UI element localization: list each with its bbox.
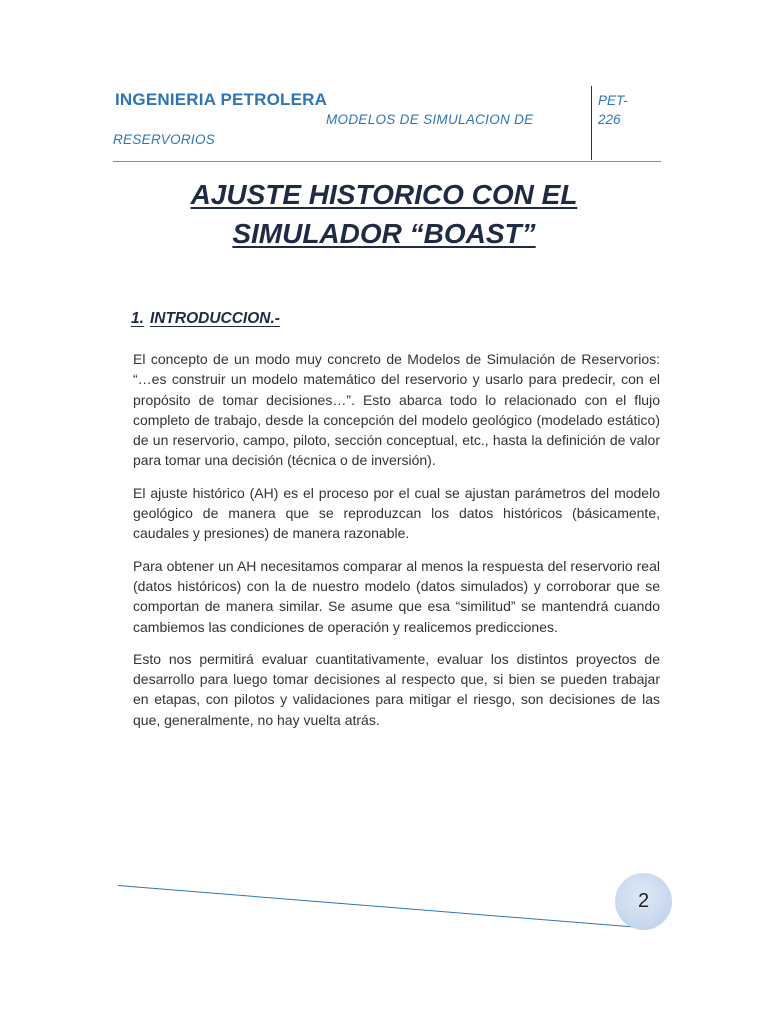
header-title: INGENIERIA PETROLERA bbox=[115, 90, 328, 109]
course-code-line1: PET- bbox=[598, 93, 628, 108]
course-code bbox=[598, 91, 638, 129]
page-number: 2 bbox=[637, 890, 650, 912]
section-heading-text: INTRODUCCION.- bbox=[149, 310, 280, 327]
paragraph: El ajuste histórico (AH) es el proceso por el cual se ajustan parámetros del modelo geológico de manera que se reproduzcan los datos históricos (básicamente, caudales y presiones) de manera razonable. bbox=[133, 484, 660, 542]
section-heading bbox=[131, 310, 280, 328]
footer-divider bbox=[118, 885, 636, 928]
document-title bbox=[110, 175, 658, 253]
paragraph: El concepto de un modo muy concreto de Modelos de Simulación de Reservorios: “…es construir un modelo matemático del reservorio y usarlo para predecir, con el propósito de tomar decisiones…”. Esto abarca todo lo relacionado con el flujo completo de trabajo, desde la concepción del modelo geológico (modelado estático) de un reservorio, campo, piloto, sección conceptual, etc., hasta la definición de valor para tomar una decisión (técnica o de inversión). bbox=[133, 351, 660, 469]
page-number-badge bbox=[615, 873, 672, 930]
header-divider-vertical bbox=[591, 86, 592, 160]
header-subtitle-line1: MODELOS DE SIMULACION DE bbox=[326, 112, 534, 127]
course-code-line2: 226 bbox=[598, 112, 621, 127]
document-title-line2: SIMULADOR “BOAST” bbox=[232, 218, 536, 249]
document-title-line1: AJUSTE HISTORICO CON EL bbox=[190, 179, 578, 210]
header-divider-horizontal bbox=[113, 161, 661, 162]
header-subtitle-line2: RESERVORIOS bbox=[113, 132, 216, 147]
section-number: 1. bbox=[131, 310, 144, 327]
paragraph: Para obtener un AH necesitamos comparar al menos la respuesta del reservorio real (datos históricos) con la de nuestro modelo (datos simulados) y corroborar que se comportan de manera similar. Se asume que esa “similitud” se mantendrá cuando cambiemos las condiciones de operación y realicemos predicciones. bbox=[133, 557, 660, 635]
paragraph: Esto nos permitirá evaluar cuantitativamente, evaluar los distintos proyectos de desarrollo para luego tomar decisiones al respecto que, si bien se pueden trabajar en etapas, con pilotos y validaciones para mitigar el riesgo, son decisiones de las que, generalmente, no hay vuelta atrás. bbox=[133, 650, 660, 728]
body-text bbox=[133, 349, 660, 742]
